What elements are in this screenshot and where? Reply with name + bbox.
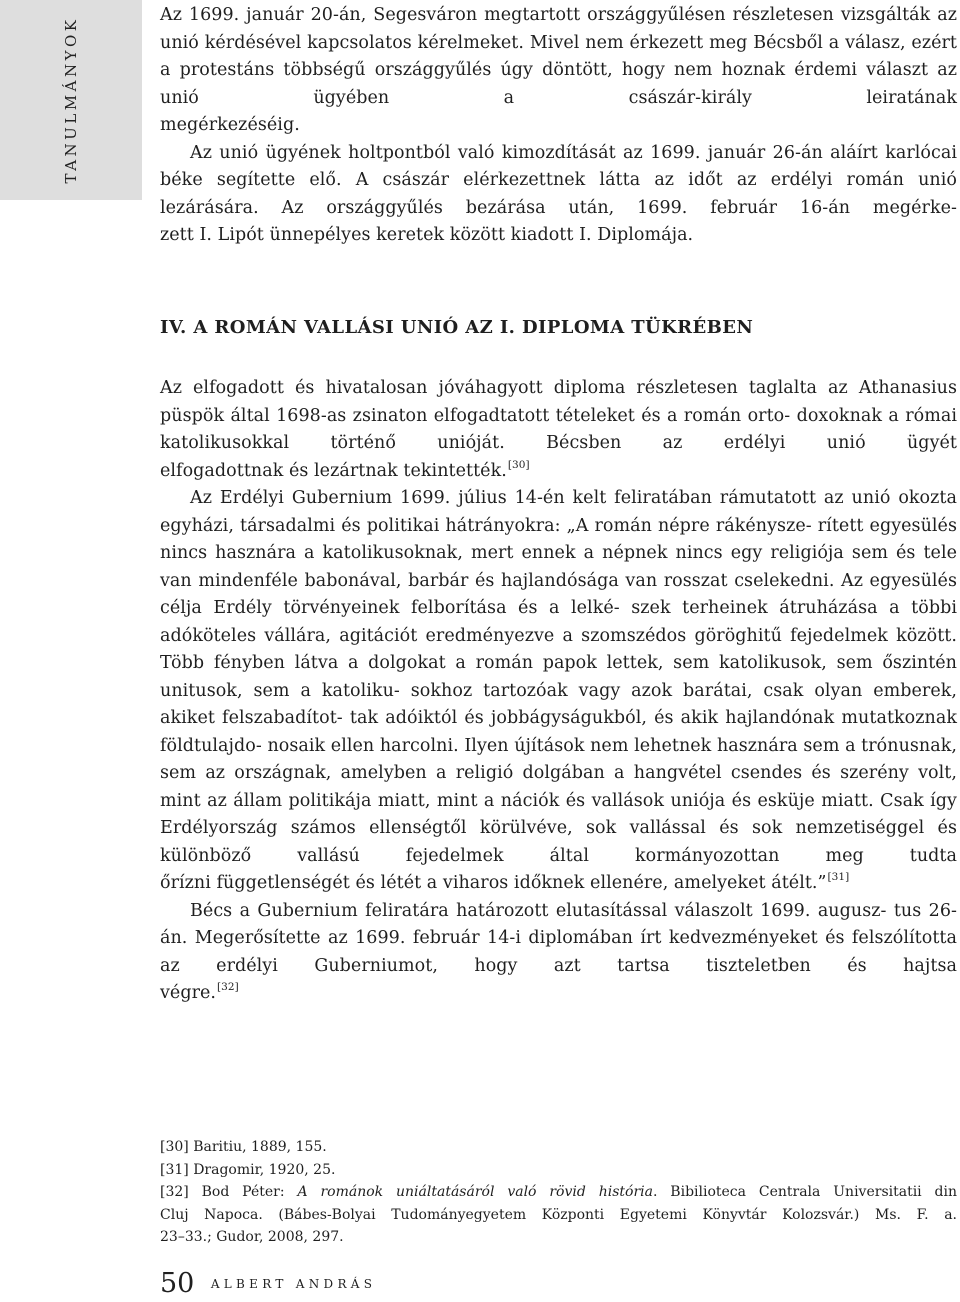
text-line: Az unió ügyének holtpontból való kimozdítását az 1699. január 26-án aláírt (190, 142, 878, 163)
text-line: őrízni függetlenségét és létét a viharos időknek ellenére, amelyeket átélt.” (160, 873, 827, 893)
text-line: Az 1699. január 20-án, Segesváron megtartott országgyűlésen részletesen (160, 5, 834, 25)
section-body (160, 375, 957, 1008)
paragraph-karlowitz (160, 140, 957, 223)
text-line: nosaik ellen harcolni. Ilyen újítások nem lehetnek hasznára sem a trónusnak, (267, 735, 957, 756)
footnote-30: [30] Baritiu, 1889, 155. (160, 1139, 327, 1155)
section-tab-label: TANULMÁNYOK (62, 16, 80, 184)
paragraph-gubernium (160, 485, 957, 870)
running-author: ALBERT ANDRÁS (210, 1276, 377, 1291)
text-line: rített egyesülés nincs hasznára a katolikusoknak, mert ennek a népnek nincs (160, 515, 957, 563)
text-line: sokhoz tartozóak vagy azok barátai, csak olyan emberek, akiket felszabadítot- (160, 680, 957, 728)
text-line: nemzetiséggel és különböző vallású fejedelmek által kormányozottan meg tudta (160, 818, 957, 866)
footnote-32-cont: Cluj Napoca. (Bábes-Bolyai Tudományegyetem Központi Egyetemi Könyvtár Kolozsvár.) Ms. F. a. (160, 1206, 957, 1223)
text-line: miatt. Csak így Erdélyország számos ellenségtől körülvéve, sok vallással és sok (160, 790, 957, 838)
paragraph-union-diet-end (160, 112, 957, 140)
text-line: elfogadottnak és lezártnak tekintették. (160, 460, 507, 481)
text-line: unió lezárására. Az országgyűlés bezárása után, 1699. február 16-án megérke- (160, 170, 957, 218)
paragraph-vienna-reply-end (160, 980, 957, 1008)
footnote-32-title: A románok uniáltatásáról való rövid história (297, 1184, 653, 1200)
text-line: meg Bécsből a válasz, ezért a protestáns többségű országgyűlés úgy döntött, (160, 32, 957, 80)
paragraph-karlowitz-end (160, 222, 957, 250)
text-line: megérkezéséig. (160, 115, 300, 135)
page-number: 50 (160, 1268, 195, 1299)
paragraph-gubernium-end (160, 870, 957, 898)
top-text (160, 2, 957, 250)
text-line: okozta egyházi, társadalmi és politikai hátrányokra: „A román népre rákénysze- (160, 488, 957, 536)
footnote-ref-31: [31] (827, 871, 850, 883)
text-line: volt, mint az állam politikája miatt, mint a nációk és vallások uniója és esküje (160, 763, 957, 811)
paragraph-diploma (160, 375, 957, 458)
footnote-ref-32: [32] (217, 981, 239, 993)
text-line: sem az országnak, amelyben a religió dolgában a hangvétel csendes és szerény (160, 763, 909, 783)
page-footer (160, 1268, 376, 1299)
text-line: doxoknak a római katolikusokkal történő unióját. Bécsben az erdélyi unió ügyét (160, 405, 957, 453)
text-line: karlócai béke segítette elő. A császár elérkezettnek látta az időt az erdélyi román (160, 142, 957, 190)
text-line: szek terheinek átruházása a többi adóköteles vállára, agitációt eredményezve (160, 598, 957, 646)
text-line: végre. (160, 983, 217, 1003)
text-line: zett I. Lipót ünnepélyes keretek között kiadott I. Diplomája. (160, 225, 694, 245)
text-line: hogy nem hoznak érdemi választ az unió ügyében a császár-király leiratának (160, 60, 957, 108)
footnote-32-author: [32] Bod Péter: (160, 1184, 298, 1200)
footnote-32-source: . Bibilioteca Centrala Universitatii din (652, 1184, 957, 1200)
text-line: Az Erdélyi Gubernium 1699. július 14-én kelt feliratában rámutatott az unió (190, 488, 891, 508)
section-heading: IV. A ROMÁN VALLÁSI UNIÓ AZ I. DIPLOMA TÜKRÉBEN (160, 317, 754, 338)
text-line: vizsgálták az unió kérdésével kapcsolatos kérelmeket. Mivel nem érkezett (160, 5, 957, 53)
text-line: tak adóiktól és jobbágyságukból, és akik hajlandónak mutatkoznak földtulajdo- (160, 708, 957, 756)
text-line: román papok lettek, sem katolikusok, sem őszintén unitusok, sem a katoliku- (160, 653, 958, 701)
text-line: és felszólította az erdélyi Guberniumot, hogy azt tartsa tiszteletben és hajtsa (160, 928, 957, 976)
text-line: a szomszédos göröghitű fejedelmek között. Több fényben látva a dolgokat a (160, 625, 957, 673)
footnote-ref-30: [30] (507, 458, 530, 471)
text-line: tus 26-án. Megerősítette az 1699. február 14-i diplomában írt kedvezményeket (160, 900, 957, 948)
text-line: Athanasius püspök által 1698-as zsinaton elfogadtatott tételeket és a román orto- (160, 378, 957, 426)
section-tab (0, 0, 142, 200)
footnote-31: [31] Dragomir, 1920, 25. (160, 1161, 336, 1178)
footnotes (160, 1136, 957, 1249)
footnote-32-cont-2: 23–33.; Gudor, 2008, 297. (160, 1229, 344, 1245)
paragraph-vienna-reply (160, 898, 957, 981)
text-line: Bécs a Gubernium feliratára határozott elutasítással válaszolt 1699. augusz- (190, 900, 887, 921)
paragraph-union-diet (160, 2, 957, 112)
text-line: Az elfogadott és hivatalosan jóváhagyott diploma részletesen taglalta az (160, 378, 848, 398)
paragraph-diploma-end (160, 458, 957, 486)
footnote-32 (160, 1181, 957, 1204)
text-line: egy religiója sem és tele van mindenféle babonával, barbár és hajlandósága van (160, 543, 958, 591)
text-line: rosszat cselekedni. Az egyesülés célja Erdély törvényeinek felborítása és a lelké- (160, 570, 957, 618)
